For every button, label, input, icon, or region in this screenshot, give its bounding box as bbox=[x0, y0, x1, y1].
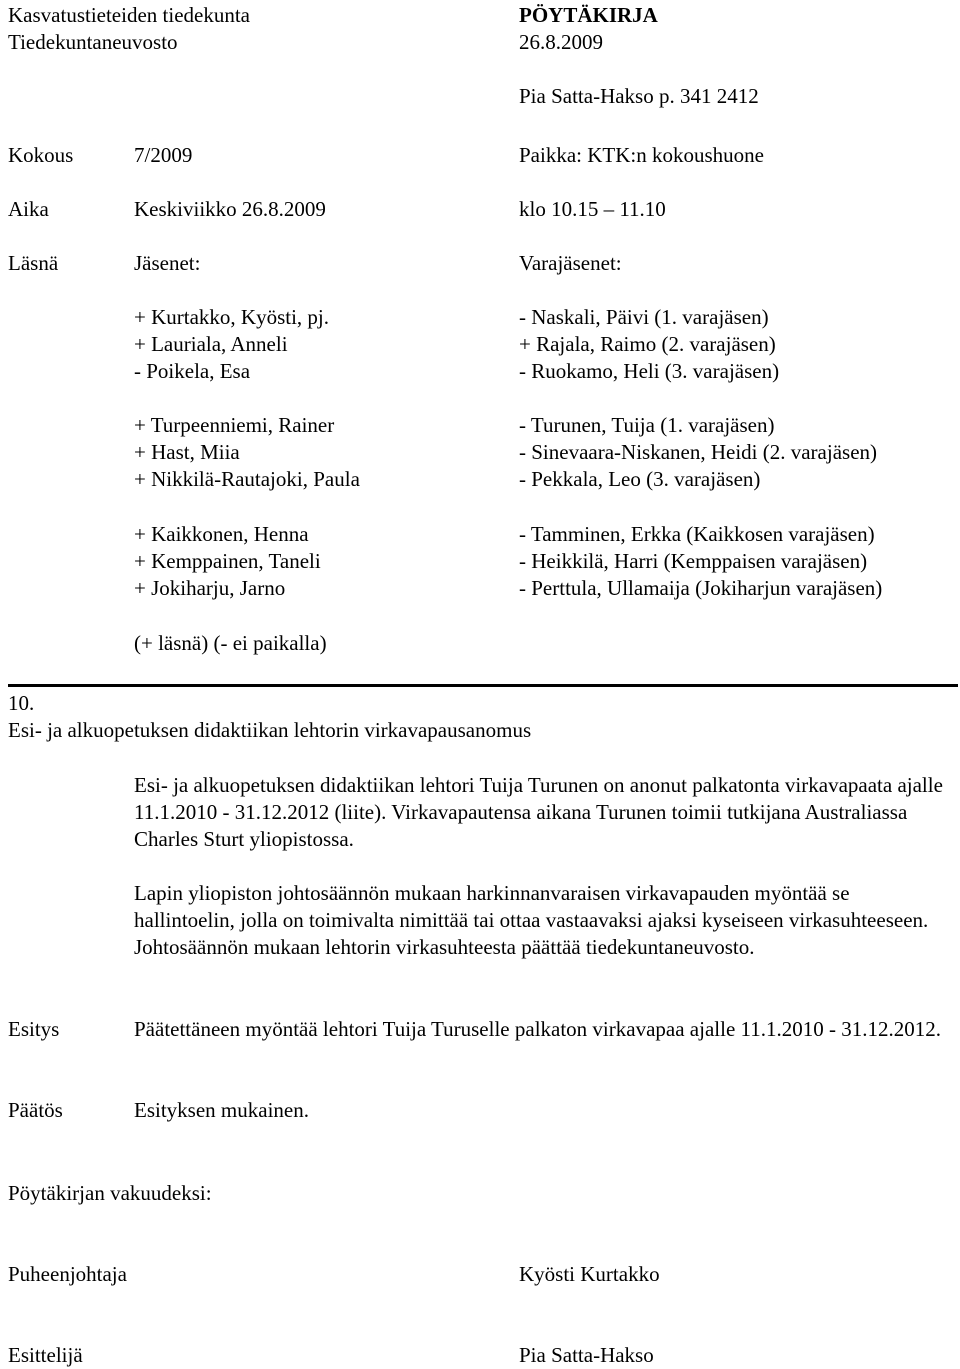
item-title: Esi- ja alkuopetuksen didaktiikan lehtorin virkavapausanomus bbox=[8, 718, 532, 742]
member-entry: - Poikela, Esa bbox=[134, 359, 251, 383]
item-paragraph: Lapin yliopiston johtosäännön mukaan harkinnanvaraisen virkavapauden myöntää se hallintoelin, jolla on toimivalta nimittää tai ottaa vastaavaksi ajaksi kyseiseen virkasuhteeseen. Johtosäännön mukaan lehtorin virkasuhteesta päättää tiedekuntaneuvosto. bbox=[134, 881, 929, 959]
member-entry: + Nikkilä-Rautajoki, Paula bbox=[134, 467, 360, 491]
lasna-label: Läsnä bbox=[8, 251, 59, 275]
member-entry: + Hast, Miia bbox=[134, 440, 240, 464]
section-divider bbox=[8, 684, 958, 687]
item-paragraph: Esi- ja alkuopetuksen didaktiikan lehtori Tuija Turunen on anonut palkatonta virkavapaata ajalle 11.1.2010 - 31.12.2012 (liite). Virkavapautensa aikana Turunen toimii tutkijana Australiassa Charles Sturt yliopistossa. bbox=[134, 773, 943, 851]
member-entry: + Kemppainen, Taneli bbox=[134, 549, 321, 573]
item-number: 10. bbox=[8, 691, 35, 715]
faculty-name: Kasvatustieteiden tiedekunta bbox=[8, 3, 251, 27]
deputy-entry: - Naskali, Päivi (1. varajäsen) bbox=[519, 305, 769, 329]
esitys-label: Esitys bbox=[8, 1017, 60, 1041]
attendance-legend: (+ läsnä) (- ei paikalla) bbox=[134, 631, 327, 655]
deputy-entry: - Heikkilä, Harri (Kemppaisen varajäsen) bbox=[519, 549, 868, 573]
member-entry: + Kaikkonen, Henna bbox=[134, 522, 309, 546]
deputy-entry: - Ruokamo, Heli (3. varajäsen) bbox=[519, 359, 780, 383]
deputy-entry: - Sinevaara-Niskanen, Heidi (2. varajäsen) bbox=[519, 440, 878, 464]
kokous-value: 7/2009 bbox=[134, 143, 193, 167]
aika-label: Aika bbox=[8, 197, 49, 221]
presenter-label: Esittelijä bbox=[8, 1343, 83, 1367]
paatos-text: Esityksen mukainen. bbox=[134, 1098, 309, 1122]
aika-value: Keskiviikko 26.8.2009 bbox=[134, 197, 326, 221]
signature-heading: Pöytäkirjan vakuudeksi: bbox=[8, 1181, 212, 1205]
chair-name: Kyösti Kurtakko bbox=[519, 1262, 660, 1286]
esitys-text: Päätettäneen myöntää lehtori Tuija Turuselle palkaton virkavapaa ajalle 11.1.2010 - 31.12.2012. bbox=[134, 1017, 941, 1041]
chair-label: Puheenjohtaja bbox=[8, 1262, 127, 1286]
deputy-entry: - Tamminen, Erkka (Kaikkosen varajäsen) bbox=[519, 522, 875, 546]
member-entry: + Turpeenniemi, Rainer bbox=[134, 413, 335, 437]
presenter-name: Pia Satta-Hakso bbox=[519, 1343, 654, 1367]
deputy-entry: - Turunen, Tuija (1. varajäsen) bbox=[519, 413, 775, 437]
secretary-contact: Pia Satta-Hakso p. 341 2412 bbox=[519, 84, 759, 108]
member-entry: + Jokiharju, Jarno bbox=[134, 576, 286, 600]
council-name: Tiedekuntaneuvosto bbox=[8, 30, 178, 54]
member-entry: + Kurtakko, Kyösti, pj. bbox=[134, 305, 329, 329]
kokous-label: Kokous bbox=[8, 143, 74, 167]
members-label: Jäsenet: bbox=[134, 251, 201, 275]
document-type: PÖYTÄKIRJA bbox=[519, 3, 658, 27]
document-date: 26.8.2009 bbox=[519, 30, 603, 54]
deputy-entry: + Rajala, Raimo (2. varajäsen) bbox=[519, 332, 776, 356]
deputy-entry: - Perttula, Ullamaija (Jokiharjun varajäsen) bbox=[519, 576, 883, 600]
member-entry: + Lauriala, Anneli bbox=[134, 332, 288, 356]
paatos-label: Päätös bbox=[8, 1098, 63, 1122]
deputy-entry: - Pekkala, Leo (3. varajäsen) bbox=[519, 467, 761, 491]
meeting-place: Paikka: KTK:n kokoushuone bbox=[519, 143, 764, 167]
meeting-time: klo 10.15 – 11.10 bbox=[519, 197, 666, 221]
deputies-label: Varajäsenet: bbox=[519, 251, 622, 275]
